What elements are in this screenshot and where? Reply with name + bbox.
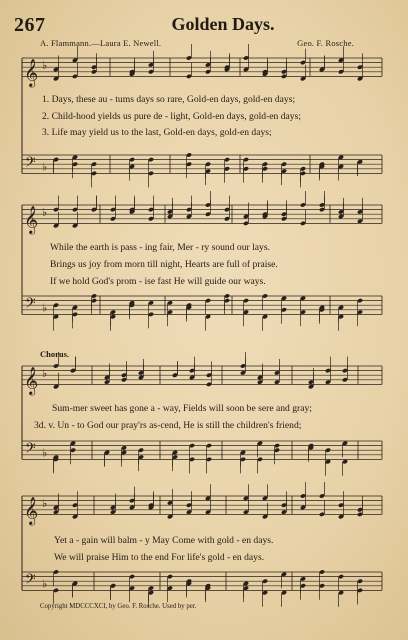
lyric-line: If we hold God's prom - ise fast He will guide our ways. [50, 276, 266, 287]
key-flat: ♭ [42, 577, 48, 591]
bass-clef: 𝄢 [25, 570, 36, 590]
treble-clef: 𝄞 [24, 205, 39, 234]
lyric-line: 3d. v. Un - to God our pray'rs as-cend, He is still the children's friend; [34, 420, 302, 431]
chorus-label: Chorus. [40, 349, 70, 359]
lyric-line: 2. Child-hood yields us pure de - light, Gold-en days, gold-en days; [42, 111, 301, 122]
copyright-notice: Copyright MDCCCXCI, by Geo. F. Rosche. Used by per. [40, 603, 197, 610]
key-flat: ♭ [42, 301, 48, 315]
lyric-line: While the earth is pass - ing fair, Mer - ry sound our lays. [50, 242, 270, 253]
words-credit: A. Flammann.—Laura E. Newell. [40, 38, 162, 48]
lyric-line: Yet a - gain will balm - y May Come with gold - en days. [54, 535, 274, 546]
key-flat: ♭ [42, 206, 48, 220]
page-number: 267 [14, 14, 46, 36]
bass-clef: 𝄢 [25, 294, 36, 314]
lyric-line: Sum-mer sweet has gone a - way, Fields will soon be sere and gray; [52, 403, 312, 414]
key-flat: ♭ [42, 59, 48, 73]
lyric-line: 1. Days, these au - tums days so rare, Gold-en days, gold-en days; [42, 94, 296, 105]
key-flat: ♭ [42, 160, 48, 174]
music-credit: Geo. F. Rosche. [297, 38, 354, 48]
lyric-line: We will praise Him to the end For life's gold - en days. [54, 552, 265, 563]
bass-clef: 𝄢 [25, 439, 36, 459]
hymn-title: Golden Days. [171, 14, 275, 34]
key-flat: ♭ [42, 446, 48, 460]
bass-clef: 𝄢 [25, 153, 36, 173]
key-flat: ♭ [42, 497, 48, 511]
key-flat: ♭ [42, 367, 48, 381]
treble-clef: 𝄞 [24, 366, 39, 395]
lyric-line: 3. Life may yield us to the last, Gold-en days, gold-en days; [42, 127, 272, 138]
treble-clef: 𝄞 [24, 496, 39, 525]
treble-clef: 𝄞 [24, 58, 39, 87]
lyric-line: Brings us joy from morn till night, Hearts are full of praise. [50, 259, 278, 270]
